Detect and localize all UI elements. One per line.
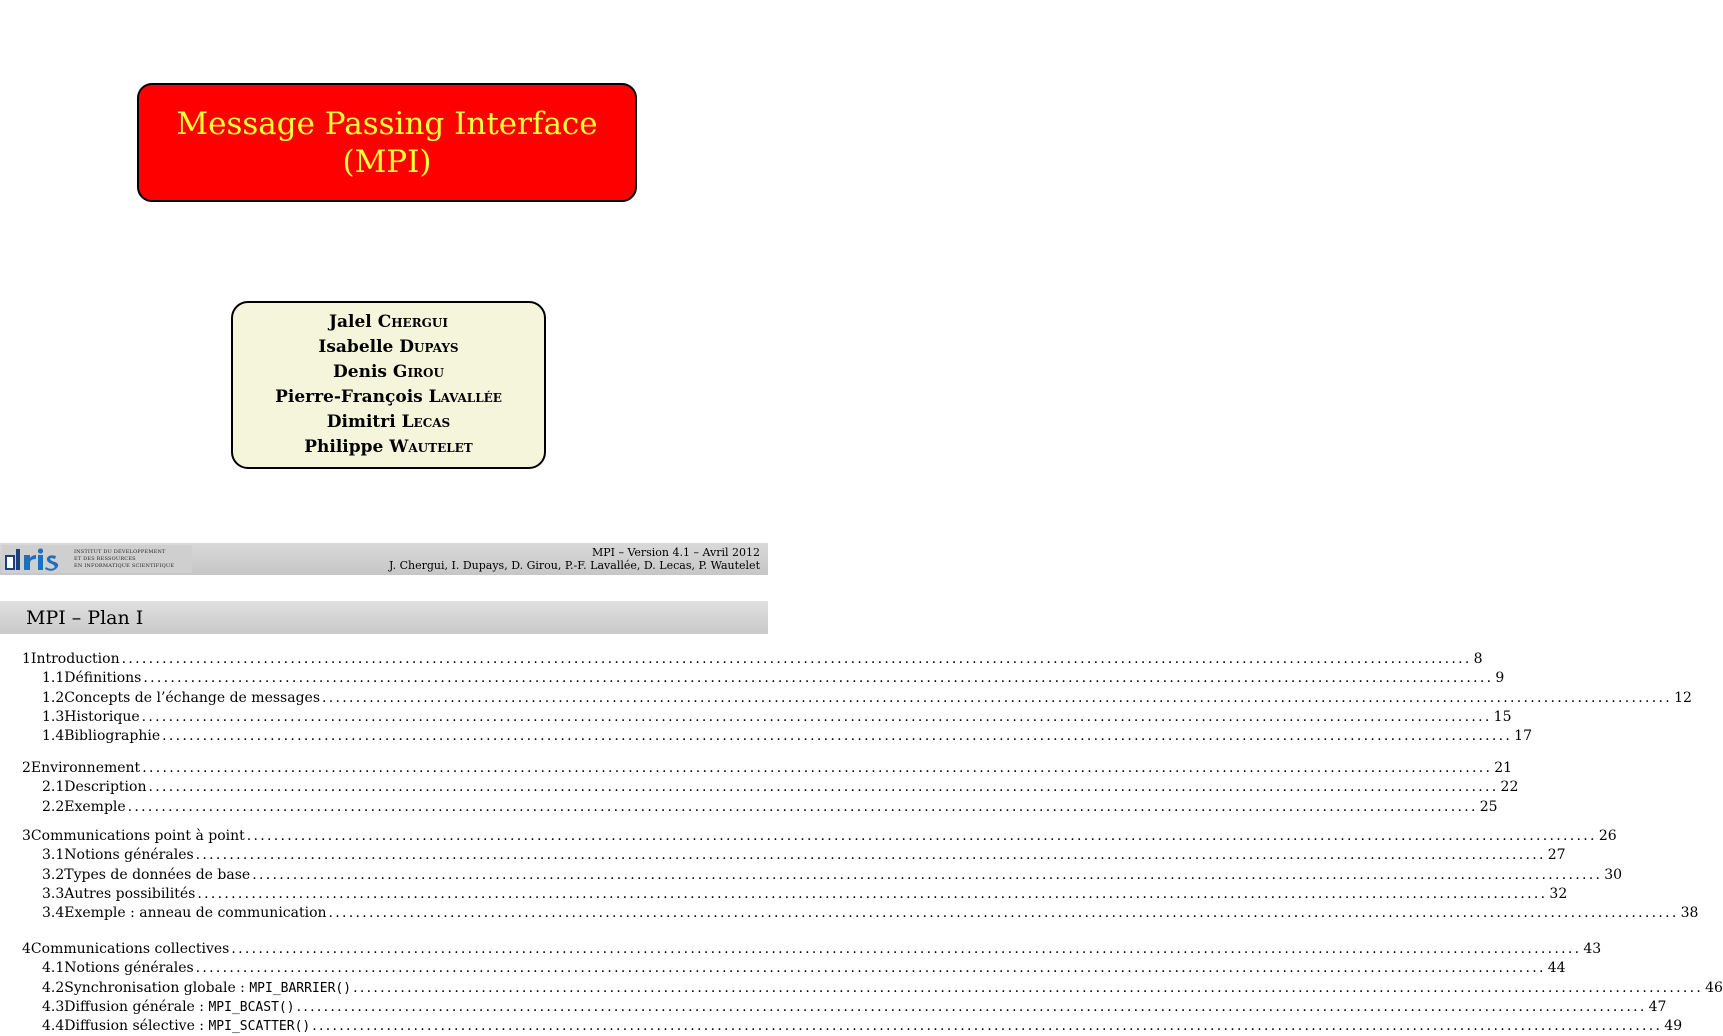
toc-label: Historique — [64, 708, 140, 725]
author — [275, 385, 502, 410]
toc-subsection[interactable] — [42, 727, 1532, 746]
toc-page-number: 32 — [1549, 885, 1568, 902]
author — [318, 335, 458, 360]
toc-subsection[interactable] — [42, 689, 1692, 708]
toc-section[interactable] — [22, 650, 1483, 669]
toc-leader-dots: ........................................................................................................................................................................................................ — [121, 651, 1472, 667]
toc-label: Synchronisation globale : MPI_BARRIER() — [64, 979, 352, 996]
toc-label: Communications collectives — [30, 941, 230, 957]
toc-label: Exemple : anneau de communication — [64, 905, 327, 922]
toc-number: 4.2 — [42, 979, 65, 996]
toc-number: 1.2 — [42, 689, 65, 706]
toc-number: 3.1 — [42, 847, 65, 864]
toc-page-number: 43 — [1583, 941, 1602, 957]
toc-leader-dots: ........................................................................................................................................................................................................ — [312, 1018, 1663, 1035]
toc-section[interactable] — [22, 940, 1602, 959]
toc-leader-dots: ........................................................................................................................................................................................................ — [162, 728, 1513, 745]
toc-page-number: 47 — [1648, 998, 1667, 1015]
toc-subsection[interactable] — [42, 998, 1667, 1017]
toc-number: 2.1 — [42, 779, 65, 796]
toc-number: 3 — [22, 828, 31, 844]
author-last-name: Dupays — [399, 337, 459, 357]
toc-label: Bibliographie — [64, 728, 161, 745]
footer-version: MPI – Version 4.1 – Avril 2012 — [591, 546, 760, 559]
toc-label: Définitions — [64, 670, 142, 687]
toc-page-number: 38 — [1680, 905, 1699, 922]
toc-label: Description — [64, 779, 147, 796]
toc-page-number: 44 — [1547, 960, 1566, 977]
toc-leader-dots: ........................................................................................................................................................................................................ — [296, 998, 1647, 1015]
toc-page-number: 26 — [1598, 828, 1617, 844]
toc-label: Communications point à point — [30, 828, 245, 844]
toc-page-number: 25 — [1479, 798, 1498, 815]
toc-page-number: 22 — [1500, 779, 1519, 796]
slide-title: MPI – Plan I — [26, 607, 144, 629]
toc-label: Diffusion sélective : MPI_SCATTER() — [64, 1018, 311, 1035]
toc-page-number: 9 — [1495, 670, 1505, 687]
toc-leader-dots: ........................................................................................................................................................................................................ — [231, 941, 1582, 957]
toc-subsection[interactable] — [42, 708, 1512, 727]
authors-box — [231, 301, 546, 469]
toc-page-number: 8 — [1473, 651, 1483, 667]
toc-section[interactable] — [22, 827, 1617, 846]
toc-leader-dots: ........................................................................................................................................................................................................ — [142, 760, 1493, 776]
author-first-name: Jalel — [328, 312, 372, 332]
toc-number: 3.2 — [42, 866, 65, 883]
toc-page-number: 12 — [1674, 689, 1692, 706]
logo-text-line: INSTITUT DU DÉVELOPPEMENT — [74, 548, 166, 555]
title-box — [137, 83, 637, 202]
toc-page-number: 17 — [1514, 728, 1532, 745]
toc-leader-dots: ........................................................................................................................................................................................................ — [197, 885, 1548, 902]
author-first-name: Isabelle — [318, 337, 394, 357]
toc-number: 3.3 — [42, 885, 65, 902]
toc-subsection[interactable] — [42, 959, 1566, 978]
toc-subsection[interactable] — [42, 669, 1505, 688]
toc-code: MPI_BARRIER() — [249, 980, 352, 996]
toc-number: 1.1 — [42, 670, 65, 687]
toc-number: 1 — [22, 651, 31, 667]
author — [327, 410, 450, 435]
toc-subsection[interactable] — [42, 798, 1498, 817]
title-line-1: Message Passing Interface — [176, 105, 598, 142]
author-last-name: Lavallée — [428, 387, 502, 407]
toc-page-number: 46 — [1705, 979, 1723, 996]
logo-text-line: ET DES RESSOURCES — [74, 555, 136, 562]
toc-subsection[interactable] — [42, 979, 1723, 998]
toc-subsection[interactable] — [42, 904, 1699, 923]
footer-info — [389, 546, 760, 572]
toc-subsection[interactable] — [42, 866, 1623, 885]
toc-leader-dots: ........................................................................................................................................................................................................ — [322, 689, 1673, 706]
toc-leader-dots: ........................................................................................................................................................................................................ — [127, 798, 1478, 815]
toc-leader-dots: ........................................................................................................................................................................................................ — [148, 779, 1499, 796]
toc-label: Environnement — [30, 760, 141, 776]
toc-number: 4.4 — [42, 1018, 65, 1035]
idris-logo-text — [74, 549, 174, 570]
logo-text-line: EN INFORMATIQUE SCIENTIFIQUE — [74, 562, 175, 569]
toc-number: 3.4 — [42, 905, 65, 922]
toc-page-number: 27 — [1547, 847, 1566, 864]
toc-leader-dots: ........................................................................................................................................................................................................ — [252, 866, 1603, 883]
toc-label: Notions générales — [64, 847, 194, 864]
title-line-2: (MPI) — [342, 143, 432, 180]
toc-section[interactable] — [22, 759, 1513, 778]
author — [333, 360, 444, 385]
toc-page-number: 30 — [1604, 866, 1623, 883]
author-last-name: Lecas — [401, 412, 451, 432]
author-first-name: Denis — [333, 362, 387, 382]
author — [329, 310, 448, 335]
toc-leader-dots: ........................................................................................................................................................................................................ — [328, 905, 1679, 922]
toc-leader-dots: ........................................................................................................................................................................................................ — [195, 847, 1546, 864]
toc-subsection[interactable] — [42, 885, 1568, 904]
toc-label: Autres possibilités — [64, 885, 196, 902]
idris-logo-mark — [4, 546, 68, 572]
toc-number: 4.3 — [42, 998, 65, 1015]
author-last-name: Chergui — [377, 312, 449, 332]
toc-code: MPI_SCATTER() — [208, 1019, 311, 1035]
toc-number: 4.1 — [42, 960, 65, 977]
footer-authors: J. Chergui, I. Dupays, D. Girou, P.-F. Lavallée, D. Lecas, P. Wautelet — [389, 559, 760, 572]
toc-leader-dots: ........................................................................................................................................................................................................ — [246, 828, 1597, 844]
author — [304, 435, 473, 460]
toc-page-number: 49 — [1664, 1018, 1683, 1035]
idris-logo — [2, 545, 192, 573]
author-first-name: Pierre-François — [275, 387, 423, 407]
toc-number: 1.4 — [42, 728, 65, 745]
toc-leader-dots: ........................................................................................................................................................................................................ — [141, 708, 1492, 725]
toc-label: Notions générales — [64, 960, 194, 977]
toc-label: Introduction — [30, 651, 120, 667]
author-last-name: Girou — [392, 362, 444, 382]
slide-footer — [0, 543, 768, 575]
toc-label: Exemple — [64, 798, 126, 815]
toc-code: MPI_BCAST() — [208, 999, 295, 1015]
author-first-name: Philippe — [304, 437, 384, 457]
toc-subsection[interactable] — [42, 846, 1566, 865]
toc-label: Types de données de base — [64, 866, 251, 883]
author-first-name: Dimitri — [326, 412, 396, 432]
toc-number: 2.2 — [42, 798, 65, 815]
toc-leader-dots: ........................................................................................................................................................................................................ — [353, 979, 1704, 996]
toc-page-number: 15 — [1493, 708, 1512, 725]
toc-leader-dots: ........................................................................................................................................................................................................ — [143, 670, 1494, 687]
toc-number: 4 — [22, 941, 31, 957]
toc-number: 2 — [22, 760, 31, 776]
toc-subsection[interactable] — [42, 778, 1519, 797]
toc-subsection[interactable] — [42, 1017, 1683, 1036]
toc-page-number: 21 — [1494, 760, 1513, 776]
toc-label: Concepts de l’échange de messages — [64, 689, 321, 706]
author-last-name: Wautelet — [389, 437, 473, 457]
toc-label: Diffusion générale : MPI_BCAST() — [64, 998, 295, 1015]
toc-leader-dots: ........................................................................................................................................................................................................ — [195, 960, 1546, 977]
toc-number: 1.3 — [42, 708, 65, 725]
